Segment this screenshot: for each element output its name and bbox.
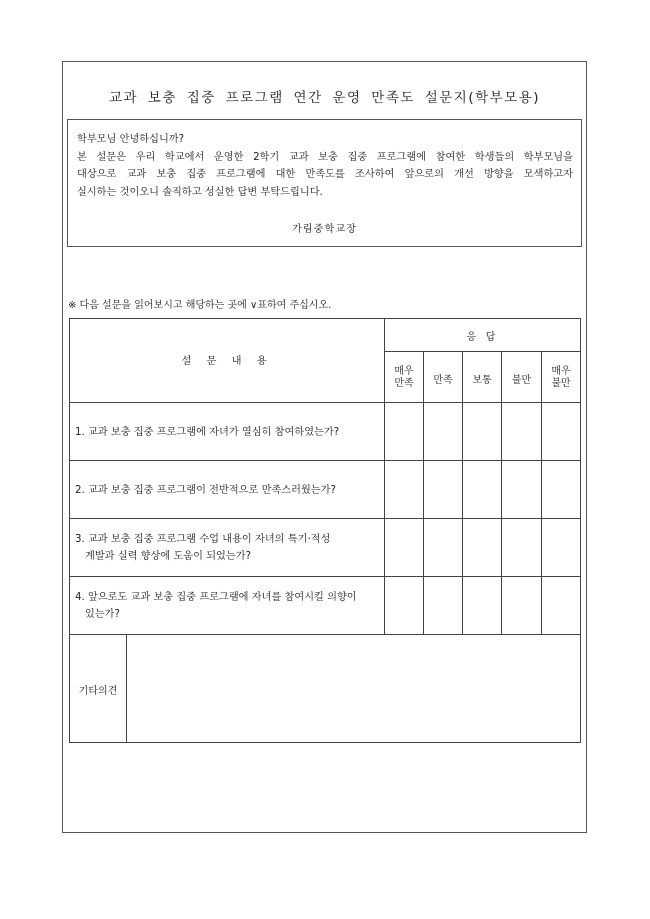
table-border-top [69, 318, 581, 319]
question-3-line2: 계발과 실력 향상에 도움이 되었는가? [85, 551, 251, 562]
table-border-left [69, 318, 70, 743]
intro-line-2: 대상으로 교과 보충 집중 프로그램에 대한 만족도를 조사하여 앞으로의 개선 방향을 모색하고자 [77, 169, 573, 180]
option-very-dissatisfied [542, 366, 580, 390]
answer-cell-q4-very-satisfied[interactable] [385, 577, 423, 634]
document-title: 교과 보충 집중 프로그램 연간 운영 만족도 설문지(학부모용) [108, 90, 541, 106]
option-satisfied: 만족 [433, 375, 453, 386]
question-1-text: 1. 교과 보충 집중 프로그램에 자녀가 열심히 참여하였는가? [75, 427, 340, 438]
answer-cell-q3-neutral[interactable] [463, 519, 501, 576]
answer-cell-q4-dissatisfied[interactable] [502, 577, 541, 634]
other-opinion-field[interactable] [127, 635, 580, 742]
answer-cell-q2-very-satisfied[interactable] [385, 461, 423, 518]
option-very-satisfied [385, 366, 423, 390]
intro-line-1: 본 설문은 우리 학교에서 운영한 2학기 교과 보충 집중 프로그램에 참여한 학생들의 학부모님을 [77, 151, 573, 163]
instruction-text: ※ 다음 설문을 읽어보시고 해당하는 곳에 ∨표하여 주십시오. [68, 300, 332, 311]
option-neutral: 보통 [472, 375, 492, 386]
question-2-text: 2. 교과 보충 집중 프로그램이 전반적으로 만족스러웠는가? [75, 485, 336, 496]
answer-cell-q4-neutral[interactable] [463, 577, 501, 634]
other-opinion-label: 기타의견 [78, 686, 118, 697]
answer-cell-q1-dissatisfied[interactable] [502, 403, 541, 460]
answer-cell-q3-very-dissatisfied[interactable] [542, 519, 580, 576]
answer-cell-q1-neutral[interactable] [463, 403, 501, 460]
answer-cell-q2-neutral[interactable] [463, 461, 501, 518]
intro-line-3: 실시하는 것이오니 솔직하고 성실한 답변 부탁드립니다. [77, 186, 323, 198]
option-very-satisfied-line1: 매우 [394, 366, 414, 377]
answer-cell-q1-satisfied[interactable] [424, 403, 462, 460]
answer-cell-q2-satisfied[interactable] [424, 461, 462, 518]
answer-cell-q1-very-satisfied[interactable] [385, 403, 423, 460]
content-header: 설 문 내 용 [181, 356, 273, 367]
question-4 [75, 589, 380, 623]
question-2 [75, 482, 380, 499]
answer-cell-q3-satisfied[interactable] [424, 519, 462, 576]
option-very-dissatisfied-line1: 매우 [551, 366, 571, 377]
question-4-line2: 있는가? [85, 609, 120, 620]
answer-cell-q1-very-dissatisfied[interactable] [542, 403, 580, 460]
option-very-satisfied-line2: 만족 [394, 378, 414, 389]
answer-cell-q2-very-dissatisfied[interactable] [542, 461, 580, 518]
option-very-dissatisfied-line2: 불만 [551, 378, 571, 389]
question-3-line1: 3. 교과 보충 집중 프로그램 수업 내용이 자녀의 특기·적성 [75, 534, 331, 545]
answer-cell-q2-dissatisfied[interactable] [502, 461, 541, 518]
response-header: 응 답 [466, 332, 499, 343]
option-dissatisfied: 불만 [511, 375, 532, 386]
answer-cell-q4-satisfied[interactable] [424, 577, 462, 634]
question-4-line1: 4. 앞으로도 교과 보충 집중 프로그램에 자녀를 참여시킬 의향이 [75, 592, 357, 603]
answer-cell-q3-very-satisfied[interactable] [385, 519, 423, 576]
response-header-divider [384, 351, 581, 352]
question-3 [75, 531, 380, 565]
answer-cell-q3-dissatisfied[interactable] [502, 519, 541, 576]
table-border-right [580, 318, 581, 743]
principal-signature: 가림중학교장 [291, 224, 358, 235]
intro-greeting: 학부모님 안녕하십니까? [77, 134, 185, 145]
answer-cell-q4-very-dissatisfied[interactable] [542, 577, 580, 634]
table-border-bottom [69, 742, 581, 743]
question-1 [75, 424, 380, 441]
